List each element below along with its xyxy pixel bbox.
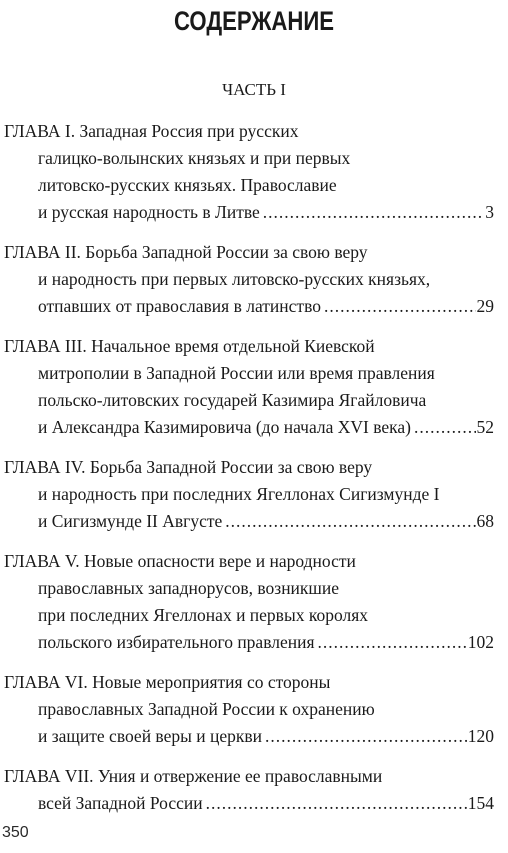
dot-leader bbox=[324, 293, 476, 320]
toc-entry-text: ГЛАВА V. Новые опасности вере и народности bbox=[4, 551, 356, 571]
toc-page-number: 29 bbox=[476, 296, 494, 316]
toc-entry-text: ГЛАВА II. Борьба Западной России за свою веру bbox=[4, 242, 368, 262]
toc-entry-last-line bbox=[4, 293, 494, 320]
toc-entry bbox=[4, 454, 494, 535]
toc-entry-text: и русская народность в Литве bbox=[38, 202, 260, 222]
toc-entry-text: литовско-русских князьях. Православие bbox=[38, 175, 337, 195]
toc-entry bbox=[4, 239, 494, 320]
toc-entry-text: всей Западной России bbox=[38, 793, 203, 813]
dot-leader bbox=[263, 199, 484, 226]
toc-entry-text: отпавших от православия в латинство bbox=[38, 296, 321, 316]
dot-leader bbox=[206, 790, 467, 817]
toc-entry-last-line bbox=[4, 508, 494, 535]
toc-entry-last-line bbox=[4, 629, 494, 656]
dot-leader bbox=[265, 723, 467, 750]
toc-entry bbox=[4, 669, 494, 750]
toc-entry-text: ГЛАВА IV. Борьба Западной России за свою веру bbox=[4, 457, 373, 477]
toc-entry-last-line bbox=[4, 790, 494, 817]
toc-entry-text: ГЛАВА III. Начальное время отдельной Киевской bbox=[4, 336, 375, 356]
page-number: 350 bbox=[2, 824, 29, 841]
toc-entry bbox=[4, 548, 494, 656]
part-heading: ЧАСТЬ I bbox=[222, 80, 286, 99]
dot-leader bbox=[318, 629, 467, 656]
toc-page-number: 68 bbox=[476, 511, 494, 531]
dot-leader bbox=[225, 508, 475, 535]
toc-entry bbox=[4, 763, 494, 817]
toc-entry-text: митрополии в Западной России или время правления bbox=[38, 363, 435, 383]
toc-entry-last-line bbox=[4, 723, 494, 750]
toc-page-number: 3 bbox=[485, 202, 494, 222]
toc-entry-text: польско-литовских государей Казимира Ягайловича bbox=[38, 390, 427, 410]
toc-page-number: 154 bbox=[467, 793, 494, 813]
toc-entry-text: и народность при последних Ягеллонах Сигизмунде I bbox=[38, 484, 440, 504]
toc-entry-text: и народность при первых литовско-русских князьях, bbox=[38, 269, 431, 289]
toc-entry-text: православных Западной России к охранению bbox=[38, 699, 375, 719]
table-of-contents bbox=[4, 118, 494, 817]
toc-page-number: 52 bbox=[476, 417, 494, 437]
toc-page-number: 102 bbox=[467, 632, 494, 652]
toc-entry-text: ГЛАВА I. Западная Россия при русских bbox=[4, 121, 299, 141]
toc-entry bbox=[4, 333, 494, 441]
toc-entry-text: галицко-волынских князьях и при первых bbox=[38, 148, 351, 168]
toc-entry-text: ГЛАВА VII. Уния и отвержение ее православными bbox=[4, 766, 383, 786]
toc-entry-text: и Сигизмунде II Августе bbox=[38, 511, 223, 531]
toc-page-number: 120 bbox=[467, 726, 494, 746]
toc-entry-text: и защите своей веры и церкви bbox=[38, 726, 262, 746]
toc-entry bbox=[4, 118, 494, 226]
toc-entry-last-line bbox=[4, 414, 494, 441]
page-title: СОДЕРЖАНИЕ bbox=[173, 6, 335, 36]
toc-entry-text: православных западнорусов, возникшие bbox=[38, 578, 340, 598]
dot-leader bbox=[414, 414, 476, 441]
toc-entry-text: ГЛАВА VI. Новые мероприятия со стороны bbox=[4, 672, 331, 692]
toc-entry-text: и Александра Казимировича (до начала XVI века) bbox=[38, 417, 411, 437]
toc-entry-text: польского избирательного правления bbox=[38, 632, 315, 652]
toc-entry-last-line bbox=[4, 199, 494, 226]
toc-entry-text: при последних Ягеллонах и первых королях bbox=[38, 605, 368, 625]
